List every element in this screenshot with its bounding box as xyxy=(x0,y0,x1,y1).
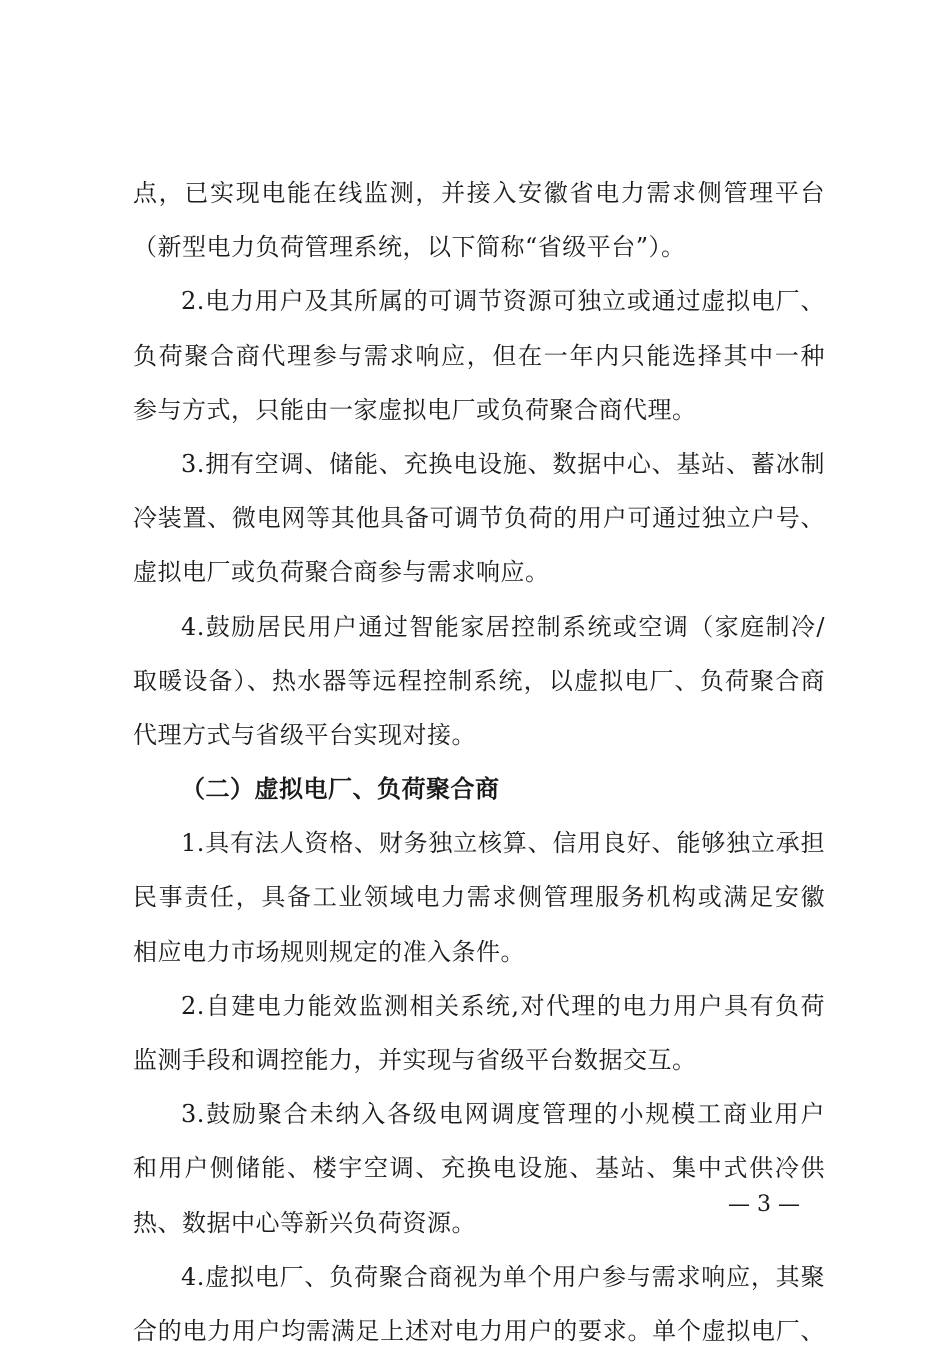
section-heading: （二）虚拟电厂、负荷聚合商 xyxy=(181,774,500,804)
text-line: 虚拟电厂或负荷聚合商参与需求响应。 xyxy=(133,558,550,587)
text-line: 监测手段和调控能力，并实现与省级平台数据交互。 xyxy=(133,1046,697,1074)
text-line: 3.拥有空调、储能、充换电设施、数据中心、基站、蓄冰制 xyxy=(181,449,825,478)
text-line: 热、数据中心等新兴负荷资源。 xyxy=(133,1208,476,1237)
text-line: 3.鼓励聚合未纳入各级电网调度管理的小规模工商业用户 xyxy=(181,1100,825,1129)
text-line: 4.虚拟电厂、负荷聚合商视为单个用户参与需求响应，其聚 xyxy=(181,1262,825,1291)
page-number: — 3 — xyxy=(728,1192,800,1217)
text-line: 4.鼓励居民用户通过智能家居控制系统或空调（家庭制冷/ xyxy=(181,612,825,641)
text-line: 取暖设备）、热水器等远程控制系统，以虚拟电厂、负荷聚合商 xyxy=(133,666,825,695)
text-line: 点，已实现电能在线监测，并接入安徽省电力需求侧管理平台 xyxy=(133,179,825,207)
body-text xyxy=(133,166,825,1358)
text-line: 2.电力用户及其所属的可调节资源可独立或通过虚拟电厂、 xyxy=(181,287,825,316)
text-line: 2.自建电力能效监测相关系统,对代理的电力用户具有负荷 xyxy=(181,991,825,1020)
text-line: 相应电力市场规则规定的准入条件。 xyxy=(133,937,525,966)
text-line: 和用户侧储能、楼宇空调、充换电设施、基站、集中式供冷供 xyxy=(133,1154,825,1183)
text-line: （新型电力负荷管理系统，以下简称“省级平台”）。 xyxy=(133,233,686,262)
text-line: 冷装置、微电网等其他具备可调节负荷的用户可通过独立户号、 xyxy=(133,504,825,533)
text-line: 1.具有法人资格、财务独立核算、信用良好、能够独立承担 xyxy=(181,829,825,858)
text-line: 合的电力用户均需满足上述对电力用户的要求。单个虚拟电厂、 xyxy=(133,1316,825,1345)
text-line: 负荷聚合商代理参与需求响应，但在一年内只能选择其中一种 xyxy=(133,341,825,370)
text-line: 参与方式，只能由一家虚拟电厂或负荷聚合商代理。 xyxy=(133,395,697,424)
text-line: 代理方式与省级平台实现对接。 xyxy=(133,720,476,749)
text-line: 民事责任，具备工业领域电力需求侧管理服务机构或满足安徽 xyxy=(133,883,825,912)
